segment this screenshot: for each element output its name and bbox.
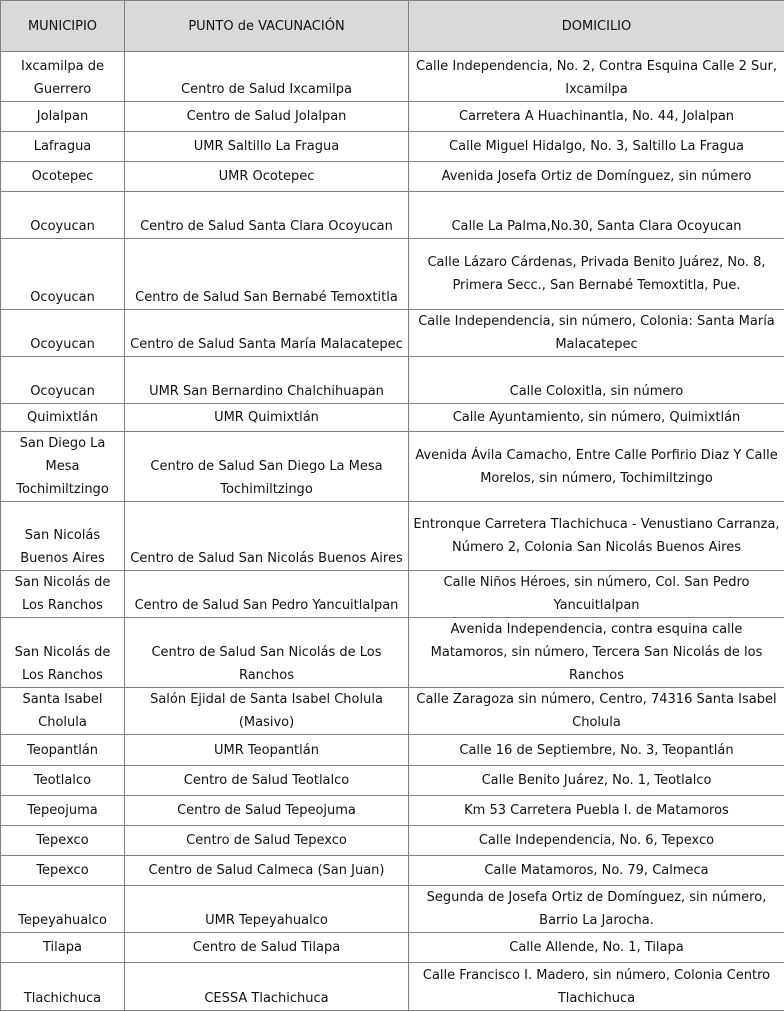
punto-vacunacion-cell: UMR San Bernardino Chalchihuapan <box>125 357 409 404</box>
punto-vacunacion-cell: Centro de Salud San Diego La Mesa Tochimiltzingo <box>125 432 409 502</box>
municipio-cell: Ocoyucan <box>1 192 125 239</box>
domicilio-cell: Avenida Josefa Ortiz de Domínguez, sin número <box>409 162 784 192</box>
table-row <box>1 618 784 688</box>
domicilio-cell: Calle Matamoros, No. 79, Calmeca <box>409 856 784 886</box>
punto-vacunacion-cell: Centro de Salud Jolalpan <box>125 102 409 132</box>
municipio-cell: Ocoyucan <box>1 357 125 404</box>
punto-vacunacion-cell: Centro de Salud Santa María Malacatepec <box>125 310 409 357</box>
punto-vacunacion-cell: Centro de Salud San Nicolás Buenos Aires <box>125 502 409 571</box>
table-row <box>1 432 784 502</box>
table-row <box>1 963 784 1011</box>
municipio-cell: Teotlalco <box>1 766 125 796</box>
domicilio-cell: Calle Lázaro Cárdenas, Privada Benito Juárez, No. 8, Primera Secc., San Bernabé Temoxtitla, Pue. <box>409 239 784 310</box>
table-row <box>1 192 784 239</box>
municipio-cell: Jolalpan <box>1 102 125 132</box>
table-row <box>1 688 784 735</box>
municipio-cell: Tepeyahualco <box>1 886 125 933</box>
table-row <box>1 310 784 357</box>
table-row <box>1 886 784 933</box>
table-row <box>1 102 784 132</box>
domicilio-cell: Calle Independencia, No. 6, Tepexco <box>409 826 784 856</box>
punto-vacunacion-cell: UMR Saltillo La Fragua <box>125 132 409 162</box>
municipio-cell: Tilapa <box>1 933 125 963</box>
punto-vacunacion-cell: Centro de Salud Teotlalco <box>125 766 409 796</box>
table-row <box>1 357 784 404</box>
domicilio-cell: Entronque Carretera Tlachichuca - Venustiano Carranza, Número 2, Colonia San Nicolás Buenos Aires <box>409 502 784 571</box>
table-row <box>1 766 784 796</box>
municipio-cell: Teopantlán <box>1 735 125 766</box>
domicilio-cell: Calle Allende, No. 1, Tilapa <box>409 933 784 963</box>
municipio-cell: Lafragua <box>1 132 125 162</box>
domicilio-cell: Avenida Ávila Camacho, Entre Calle Porfirio Diaz Y Calle Morelos, sin número, Tochimiltzingo <box>409 432 784 502</box>
table-row <box>1 502 784 571</box>
table-row <box>1 796 784 826</box>
header-row <box>1 1 784 52</box>
punto-vacunacion-cell: Centro de Salud San Bernabé Temoxtitla <box>125 239 409 310</box>
municipio-cell: San Nicolás de Los Ranchos <box>1 618 125 688</box>
punto-vacunacion-cell: Centro de Salud Tilapa <box>125 933 409 963</box>
header-domicilio: DOMICILIO <box>409 1 784 52</box>
municipio-cell: San Nicolás Buenos Aires <box>1 502 125 571</box>
domicilio-cell: Carretera A Huachinantla, No. 44, Jolalpan <box>409 102 784 132</box>
header-punto-vacunacion: PUNTO de VACUNACIÓN <box>125 1 409 52</box>
table-row <box>1 52 784 102</box>
punto-vacunacion-cell: UMR Tepeyahualco <box>125 886 409 933</box>
punto-vacunacion-cell: Centro de Salud San Pedro Yancuitlalpan <box>125 571 409 618</box>
table-row <box>1 826 784 856</box>
table-row <box>1 933 784 963</box>
table-row <box>1 404 784 432</box>
punto-vacunacion-cell: Centro de Salud Santa Clara Ocoyucan <box>125 192 409 239</box>
municipio-cell: San Diego La Mesa Tochimiltzingo <box>1 432 125 502</box>
table-row <box>1 735 784 766</box>
domicilio-cell: Calle Benito Juárez, No. 1, Teotlalco <box>409 766 784 796</box>
municipio-cell: San Nicolás de Los Ranchos <box>1 571 125 618</box>
domicilio-cell: Calle Ayuntamiento, sin número, Quimixtlán <box>409 404 784 432</box>
domicilio-cell: Calle Niños Héroes, sin número, Col. San Pedro Yancuitlalpan <box>409 571 784 618</box>
municipio-cell: Tepexco <box>1 856 125 886</box>
domicilio-cell: Calle Independencia, No. 2, Contra Esquina Calle 2 Sur, Ixcamilpa <box>409 52 784 102</box>
punto-vacunacion-cell: Centro de Salud Ixcamilpa <box>125 52 409 102</box>
municipio-cell: Ocoyucan <box>1 310 125 357</box>
municipio-cell: Ocotepec <box>1 162 125 192</box>
table-row <box>1 162 784 192</box>
punto-vacunacion-cell: Centro de Salud Tepexco <box>125 826 409 856</box>
punto-vacunacion-cell: UMR Ocotepec <box>125 162 409 192</box>
municipio-cell: Ixcamilpa de Guerrero <box>1 52 125 102</box>
municipio-cell: Tepeojuma <box>1 796 125 826</box>
municipio-cell: Santa Isabel Cholula <box>1 688 125 735</box>
table-row <box>1 856 784 886</box>
domicilio-cell: Avenida Independencia, contra esquina calle Matamoros, sin número, Tercera San Nicolás de los Ranchos <box>409 618 784 688</box>
domicilio-cell: Calle Independencia, sin número, Colonia: Santa María Malacatepec <box>409 310 784 357</box>
municipio-cell: Ocoyucan <box>1 239 125 310</box>
domicilio-cell: Segunda de Josefa Ortiz de Domínguez, sin número, Barrio La Jarocha. <box>409 886 784 933</box>
domicilio-cell: Calle 16 de Septiembre, No. 3, Teopantlán <box>409 735 784 766</box>
table-row <box>1 132 784 162</box>
domicilio-cell: Calle La Palma,No.30, Santa Clara Ocoyucan <box>409 192 784 239</box>
punto-vacunacion-cell: Centro de Salud San Nicolás de Los Ranchos <box>125 618 409 688</box>
table-body <box>1 52 784 1011</box>
domicilio-cell: Calle Miguel Hidalgo, No. 3, Saltillo La Fragua <box>409 132 784 162</box>
domicilio-cell: Calle Coloxitla, sin número <box>409 357 784 404</box>
municipio-cell: Quimixtlán <box>1 404 125 432</box>
punto-vacunacion-cell: CESSA Tlachichuca <box>125 963 409 1011</box>
domicilio-cell: Calle Francisco I. Madero, sin número, Colonia Centro Tlachichuca <box>409 963 784 1011</box>
table-row <box>1 239 784 310</box>
municipio-cell: Tepexco <box>1 826 125 856</box>
punto-vacunacion-cell: Centro de Salud Tepeojuma <box>125 796 409 826</box>
table-row <box>1 571 784 618</box>
punto-vacunacion-cell: Centro de Salud Calmeca (San Juan) <box>125 856 409 886</box>
municipio-cell: Tlachichuca <box>1 963 125 1011</box>
punto-vacunacion-cell: Salón Ejidal de Santa Isabel Cholula (Masivo) <box>125 688 409 735</box>
punto-vacunacion-cell: UMR Teopantlán <box>125 735 409 766</box>
header-municipio: MUNICIPIO <box>1 1 125 52</box>
punto-vacunacion-cell: UMR Quimixtlán <box>125 404 409 432</box>
domicilio-cell: Km 53 Carretera Puebla I. de Matamoros <box>409 796 784 826</box>
domicilio-cell: Calle Zaragoza sin número, Centro, 74316 Santa Isabel Cholula <box>409 688 784 735</box>
